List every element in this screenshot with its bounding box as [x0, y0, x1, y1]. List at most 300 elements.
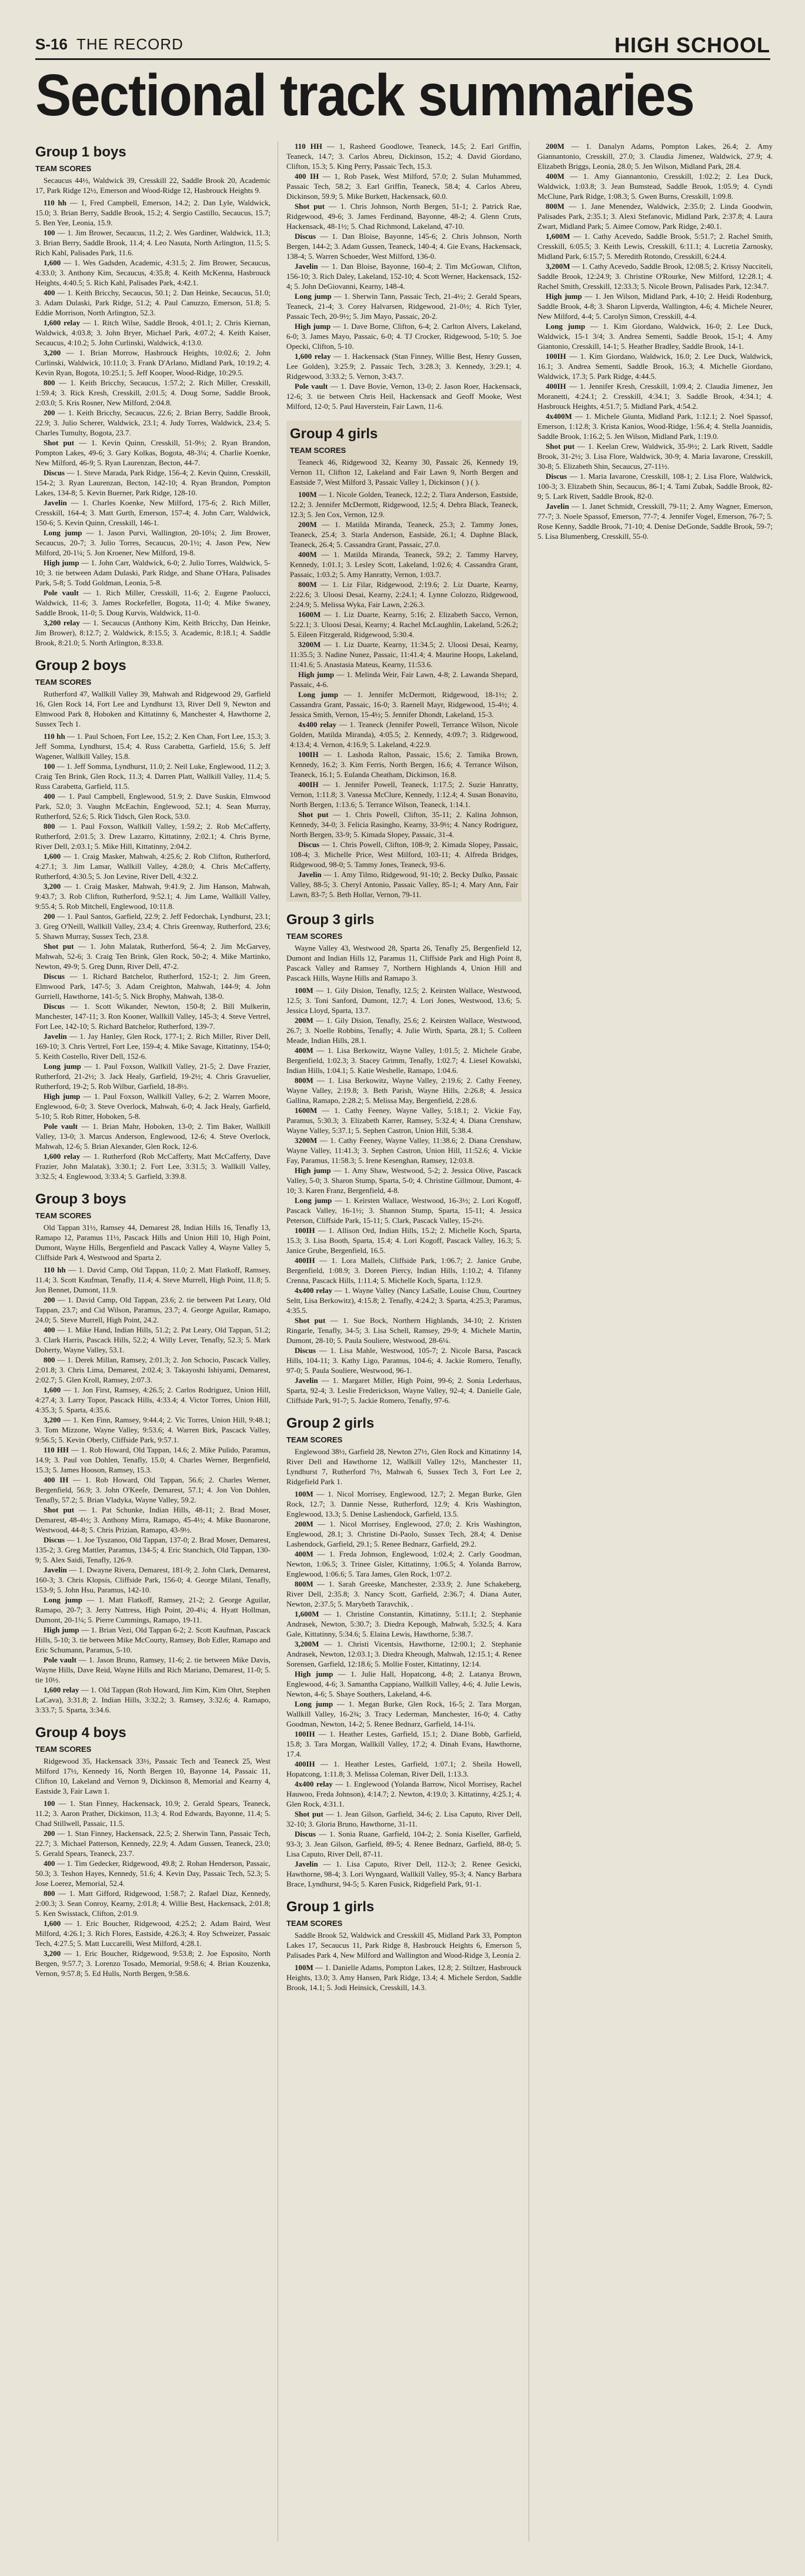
event-name: 1600M — [298, 610, 321, 619]
event-name: 400M — [295, 1046, 313, 1055]
team-scores-heading: TEAM SCORES — [286, 932, 343, 941]
event-placings: — 1. Jason Bruno, Ramsey, 11-6; 2. tie between Mike Davis, Wayne Hills, Dave Reid, Wayne Hills and Rich Mariano, Demarest, 11-0; 5. tie 10½. — [35, 1655, 270, 1684]
event-placings: — 1. Sonia Ruane, Garfield, 104-2; 2. Sonia Kiseller, Garfield, 93-3; 3. Jean Gilson, Garfield, 89-5; 4. Renee Bednarz, Garfield, 88-0; 5. Lisa Caputo, River Dell, 87-11. — [286, 1829, 522, 1858]
event-placings: — 1. Chris Powell, Clifton, 35-11; 2. Kalina Johnson, Kennedy, 34-0; 3. Felicia Rasingho, Kearny, 33-9½; 4. Nancy Rodriguez, North Bergen, 33-9; 5. Kimada Slopey, Passaic, 31-4. — [290, 810, 518, 839]
event-result — [286, 1519, 522, 1549]
event-result — [290, 669, 518, 689]
event-placings: — 1. Ritch Wilse, Saddle Brook, 4:01.1; 2. Chris Kiernan, Waldwick, 4:03.8; 3. John Bryer, Michael Park, 4:07.2; 4. Keith Kaiser, Secaucus, 4:10.2; 5. John Curlinski, Waldwick, 4:13.0. — [35, 318, 270, 347]
event-result — [290, 609, 518, 639]
team-scores-heading: TEAM SCORES — [290, 446, 346, 455]
event-result — [286, 201, 522, 231]
event-result — [286, 1759, 522, 1779]
event-result — [35, 1091, 270, 1121]
event-name: 400 — [44, 1325, 55, 1334]
results-group — [537, 141, 773, 541]
event-placings: — 1. Gily Dision, Tenafly, 12.5; 2. Keirsten Wallace, Westwood, 12.5; 3. Toni Sanford, Dumont, 12.7; 4. Lori Jones, Westwood, 13.6; 5. Jessica Lloyd, Sparta, 13.7. — [286, 986, 522, 1015]
results-group — [35, 1191, 270, 1715]
event-name: Shot put — [295, 202, 325, 211]
event-result — [286, 1075, 522, 1105]
event-placings: — 1. Megan Burke, Glen Rock, 16-5; 2. Tara Morgan, Wallkill Valley, 16-2¾; 3. Tracy Lederman, Manchester, 16-0; 4. Cathy Goodman, Newton, 14-2; 5. Renee Bednarz, Garfield, 14-1¼. — [286, 1699, 522, 1728]
event-placings: — 1. Jen Wilson, Midland Park, 4-10; 2. Heidi Rodenburg, Saddle Brook, 4-8; 3. Sharon Lipverda, Wallington, 4-6; 4. Michele Neurer, New Milford, 4-4; 5. Carolyn Simon, Cresskill, 4-4. — [537, 292, 773, 321]
event-placings: — 1. Steve Marada, Park Ridge, 156-4; 2. Kevin Quinn, Cresskill, 154-2; 3. Ryan Laurenzan, Becton, 142-10; 4. Ryan Brandon, Pompton Lakes, 134-8; 5. Kevin Buerner, Park Ridge, 128-10. — [35, 468, 270, 497]
event-result — [537, 321, 773, 351]
event-name: 100M — [295, 986, 313, 995]
event-result — [286, 1045, 522, 1075]
event-result — [35, 378, 270, 408]
event-name: High jump — [44, 1625, 79, 1634]
event-name: Shot put — [44, 942, 74, 951]
event-name: 1,600 — [44, 852, 61, 861]
event-result — [290, 549, 518, 579]
event-name: 400 IH — [44, 1475, 69, 1484]
event-placings: — 1. Matilda Miranda, Teaneck, 59.2; 2. Tammy Harvey, Kennedy, 1:01.1; 3. Lesley Scott, Lakeland, 1:02.6; 4. Cassandra Grant, Passaic, 1:03.2; 5. Amy Hanratty, Vernon, 1:03.7. — [290, 550, 518, 579]
section-title: HIGH SCHOOL — [614, 33, 770, 57]
team-scores: Wayne Valley 43, Westwood 28, Sparta 26, Tenafly 25, Bergenfield 12, Dumont and Indian Hills 12, Paramus 11, Cliffside Park and High Point 8, Pascack Valley and Ramsey 7, Northern Highlands 4, Union Hill and Pascack Hills, Wayne Hills and Ramapo 3. — [286, 944, 522, 982]
team-scores-heading: TEAM SCORES — [35, 1211, 92, 1220]
event-name: 400IH — [546, 382, 566, 391]
event-placings: — 1. Jennifer Powell, Teaneck, 1:17.5; 2. Suzie Hanratty, Vernon, 1:11.8; 3. Vanessa McClure, Kennedy, 1:12.4; 4. Susan Bonavito, North Bergen, 1:13.6; 5. Terrance Wilson, Teaneck, 1:14.1. — [290, 780, 518, 809]
event-result — [35, 1325, 270, 1355]
event-placings: — 1, Rasheed Goodlowe, Teaneck, 14.5; 2. Earl Griffin, Teaneck, 14.7; 3. Carlos Abreu, Dickinson, 15.2; 4. David Giordano, Clifton, 15.3; 5. King Perry, Passaic Tech, 15.3. — [286, 142, 522, 171]
event-result — [286, 1015, 522, 1045]
event-name: 100IH — [298, 750, 319, 759]
event-name: 1,600 relay — [44, 318, 81, 327]
event-placings: — 1. Liz Duarte, Kearny, 5:16; 2. Elizabeth Sacco, Vernon, 5:22.1; 3. Uloosi Desai, Kearny; 4. Rachel McLaughlin, Lakeland, 5:26.2; 5. Eileen Fitzgerald, Ridgewood, 5:30.4. — [290, 610, 518, 639]
event-result — [35, 1355, 270, 1385]
event-name: 200M — [298, 520, 317, 529]
event-result — [286, 1609, 522, 1639]
event-result — [537, 261, 773, 291]
event-result — [35, 1385, 270, 1415]
event-name: Javelin — [295, 1376, 318, 1385]
event-placings: — 1. Rich Miller, Cresskill, 11-6; 2. Eugene Paolucci, Waldwick, 11-6; 3. James Rockefeller, Bogota, 11-0; 4. Mike Swaney, Saddle Brook, 11-0; 5. Doug Kurvis, Waldwick, 11-0. — [35, 588, 270, 617]
event-result — [35, 1535, 270, 1565]
group-title: Group 2 boys — [35, 658, 126, 674]
event-result — [35, 528, 270, 558]
event-placings: — 1. David Camp, Old Tappan, 23.6; 2. tie between Pat Leary, Old Tappan, 23.7; and Cid Wilson, Paramus, 23.7; 4. George Aguilar, Ramapo, 24.0; 5. Steve Murrell, High Point, 24.2. — [35, 1295, 270, 1324]
event-name: 400IH — [295, 1256, 315, 1265]
event-placings: — 1. Freda Johnson, Englewood, 1:02.4; 2. Carly Goodman, Newton, 1:06.5; 3. Trinee Gisler, Kittatinny, 1:06.5; 4. Yolanda Barrow, Englewood, 1:06.6; 5. Tara James, Glen Rock, 1:07.2. — [286, 1549, 522, 1578]
event-placings: — 1. Charles Koenke, New Milford, 175-6; 2. Rich Miller, Cresskill, 164-4; 3. Matt Gurth, Emerson, 157-4; 4. John Carr, Waldwick, 150-6; 5. Kevin Quinn, Cresskill, 146-1. — [35, 498, 270, 527]
event-placings: — 1. Lisa Berkowitz, Wayne Valley, 2:19.6; 2. Cathy Feeney, Wayne Valley, 2:19.8; 3. Beth Parish, Wayne Hills, 2:26.8; 4. Jessica Gallina, Ramapo, 2:28.2; 5. Melissa May, Bergenfield, 2:28.6. — [286, 1076, 522, 1105]
event-result — [35, 558, 270, 588]
event-result — [537, 291, 773, 321]
event-name: 110 hh — [44, 732, 65, 741]
newspaper-name: THE RECORD — [76, 35, 183, 53]
event-result — [35, 941, 270, 971]
event-result — [286, 985, 522, 1015]
event-name: Pole vault — [44, 1122, 78, 1131]
event-result — [286, 141, 522, 171]
event-placings: — 1. Paul Foxson, Wallkill Valley, 6-2; 2. Warren Moore, Englewood, 6-0; 3. Steve Overlock, Mahwah, 6-0; 4. Jack Healy, Garfield, 5-10; 5. Rob Ritter, Hoboken, 5-8. — [35, 1092, 270, 1121]
event-result — [35, 1918, 270, 1948]
event-placings: — 1. Paul Foxson, Wallkill Valley, 1:59.2; 2. Rob McCafferty, Rutherford, 2:01.5; 3. Drew Lazarro, Kittatinny, 2:02.1; 4. Chris Byrne, River Dell, 2:03.1; 5. Mike Hill, Kittatinny, 2:04.2. — [35, 822, 270, 851]
event-placings: — 1. David Camp, Old Tappan, 11.0; 2. Matt Flatkoff, Ramsey, 11.4; 3. Scott Kaufman, Tenafly, 11.4; 4. Steve Murrell, High Point, 11.8; 5. Jon Bennet, Dumont, 11.9. — [35, 1265, 270, 1294]
event-name: Discus — [295, 1346, 316, 1355]
column-2 — [286, 141, 522, 2002]
event-result — [286, 321, 522, 351]
group-title: Group 2 girls — [286, 1415, 375, 1431]
event-name: Long jump — [298, 690, 339, 699]
event-name: 800M — [546, 202, 564, 211]
team-scores: Rutherford 47, Wallkill Valley 39, Mahwah and Ridgewood 29, Garfield 16, Glen Rock 14, Fort Lee and Lyndhurst 13, River Dell 9, Newton and Elmwood Park 8, Hoboken and Kittatinny 6, Manchester 4, Hawthorne 2, Sussex Tech 1. — [35, 689, 270, 728]
event-result — [286, 1105, 522, 1135]
event-result — [35, 618, 270, 648]
event-result — [290, 689, 518, 719]
event-placings: — 1. Chris Powell, Clifton, 108-9; 2. Kimada Slopey, Passaic, 108-4; 3. Michelle Price, West Milford, 103-11; 4. Alfreda Bridges, Ridgewood, 98-0; 5. Tammy Jones, Teaneck, 93-6. — [290, 840, 518, 869]
event-result — [35, 1505, 270, 1535]
event-placings: — 1. Cathy Feeney, Wayne Valley, 11:38.6; 2. Diana Crenshaw, Wayne Valley, 11:41.3; 3. Sephen Castron, Union Hill, 11:52.6; 4. Vickie Fay, Paramus, 11:58.3; 5. Irene Kesenghan, Ramsey, 12:03.8. — [286, 1136, 522, 1165]
event-placings: — 1. Liz Duarte, Kearny, 11:34.5; 2. Uloosi Desai, Kearny, 11:35.5; 3. Nadine Nunez, Passaic, 11:41.4; 4. Maurine Hoops, Lakeland, 11:41.6; 5. Anastasia Mateus, Kearny, 11:53.6. — [290, 640, 518, 669]
event-placings: — 1. Danalyn Adams, Pompton Lakes, 26.4; 2. Amy Giannantonio, Cresskill, 27.0; 3. Claudia Jimenez, Waldwick, 27.9; 4. Elizabeth Briggs, Leonia, 28.0; 5. Jen Wilson, Midland Park, 28.4. — [537, 142, 773, 171]
event-name: Discus — [44, 468, 65, 477]
event-name: 800 — [44, 378, 55, 387]
event-name: 4x400 relay — [295, 1286, 333, 1295]
event-result — [537, 441, 773, 471]
event-name: Discus — [295, 232, 316, 241]
event-placings: — 1. Heather Lestes, Garfield, 1:07.1; 2. Sheila Howell, Hopatcong, 1:11.8; 3. Melissa Coleman, River Dell, 1:13.3. — [286, 1759, 522, 1778]
event-result — [35, 318, 270, 348]
event-name: 100M — [295, 1963, 313, 1972]
event-placings: — 1. Tim Gedecker, Ridgewood, 49.8; 2. Rohan Henderson, Passaic, 50.3; 3. Teshon Hayes, Kennedy, 51.6; 4. Kevin Day, Passaic Tech, 52.3; 5. Jose Loerez, Memorial, 52.4. — [35, 1859, 270, 1888]
results-group — [286, 1415, 522, 1889]
event-name: Javelin — [295, 262, 318, 271]
event-placings: — 1. Cathy Acevedo, Saddle Brook, 5:51.7; 2. Rachel Smith, Cresskill, 6:05.5; 3. Keith Lewis, Cresskill, 6:11.1; 4. Lucretia Zarnosky, Midland Park, 6:15.7; 5. Meredith Rotondo, Cresskill, 6:24.4. — [537, 232, 773, 261]
event-placings: — 1. Chris Johnson, North Bergen, 51-1; 2. Patrick Rae, Ridgewood, 49-6; 3. James Ferdinand, Bayonne, 48-2; 4. Glenn Cruts, Hackensack, 48-1½; 5. Chad Richmond, Lakeland, 47-10. — [286, 202, 522, 231]
event-result — [286, 1729, 522, 1759]
event-name: 3200M — [298, 640, 321, 649]
event-result — [35, 1798, 270, 1828]
event-placings: — 1. John Malatak, Rutherford, 56-4; 2. Jim McGarvey, Mahwah, 52-6; 3. Craig Ten Brink, Glen Rock, 50-2; 4. Mike Martinko, Newton, 49-9; 5. Greg Dunn, River Dell, 47-2. — [35, 942, 270, 971]
event-result — [35, 468, 270, 498]
event-result — [286, 1225, 522, 1255]
event-name: 200M — [295, 1519, 313, 1528]
event-result — [35, 588, 270, 618]
event-placings: — 1. Jennifer Kresh, Cresskill, 1:09.4; 2. Claudia Jimenez, Jen Moranetti, 4:24.1; 2. Cresskill, 4:34.1; 3. Saddle Brook, 4:34.1; 4. Hasbrouck Heights, 4:51.7; 5. Midland Park, 4:54.2. — [537, 382, 773, 411]
event-name: 1,600 — [44, 1919, 61, 1928]
event-name: 1,600 relay — [44, 1685, 79, 1694]
event-name: 400 — [44, 792, 55, 801]
event-name: 100IH — [546, 352, 566, 361]
event-result — [537, 231, 773, 261]
event-name: Pole vault — [44, 588, 79, 597]
event-placings: — 1. Paul Santos, Garfield, 22.9; 2. Jeff Fedorchak, Lyndhurst, 23.1; 3. Greg O'Neill, Wallkill Valley, 23.4; 4. Chris Greenway, Rutherford, 23.6; 5. Shawn Murray, Sussex Tech, 23.8. — [35, 912, 270, 941]
event-placings: — 1. Keith Bricchy, Secaucus, 1:57.2; 2. Rich Miller, Cresskill, 1:59.4; 3. Rick Kresh, Cresskill, 2:01.5; 4. Doug Sorne, Saddle Brook, 2:03.0; 5. Kris Rosner, New Milford, 2:04.8. — [35, 378, 270, 407]
event-result — [35, 851, 270, 881]
event-name: Shot put — [44, 438, 75, 447]
event-placings: — 1. Kevin Quinn, Cresskill, 51-9½; 2. Ryan Brandon, Pompton Lakes, 49-6; 3. Gary Kolkas, Bogota, 48-3¼; 4. Charlie Koenke, New Milford, 46-9; 5. Ryan Laurenzan, Becton, 44-7. — [35, 438, 271, 467]
event-result — [35, 1001, 270, 1031]
event-result — [35, 1415, 270, 1445]
event-result — [286, 1669, 522, 1699]
event-placings: — 1, Fred Campbell, Emerson, 14.2; 2. Dan Lyle, Waldwick, 15.0; 3. Brian Berry, Saddle Brook, 15.2; 4. Sergio Castillo, Secaucus, 15.7; 5. Ben Yee, Leonia, 15.9. — [35, 198, 271, 227]
event-placings: — 1. Wayne Valley (Nancy LaSalle, Louise Chuu, Courtney Seltt, Lisa Berkowitz), 4:15.8; 2. Tenafly, 4:24.2; 3. Sparta, 4:25.3; Paramus, 4:35.5. — [286, 1286, 522, 1315]
results-group — [35, 657, 270, 1181]
event-name: 3,200M — [295, 1639, 319, 1648]
event-placings: — 1. Sherwin Tann, Passaic Tech, 21-4½; 2. Gerald Spears, Teaneck, 21-4; 3. Corey Halvarsen, Ridgewood, 21-0½; 4. Rich Tyler, Passaic Tech, 20-9½; 5. Jim Mayo, Passaic, 20-2. — [286, 292, 522, 321]
event-name: Discus — [44, 1002, 65, 1011]
event-name: Discus — [298, 840, 320, 849]
event-placings: — 1. Paul Foxson, Wallkill Valley, 21-5; 2. Dave Frazier, Rutherford, 21-2½; 3. Jack Healy, Garfield, 19-2½; 4. Chris Gravuelier, Rutherford, 19-2; 5. Rob Wilbur, Garfield, 18-8½. — [35, 1062, 270, 1091]
event-result — [286, 261, 522, 291]
event-name: High jump — [295, 1166, 331, 1175]
event-result — [286, 1779, 522, 1809]
event-placings: — 1. Nicol Morrisey, Englewood, 27.0; 2. Kris Washington, Englewood, 28.1; 3. Christine Di-Paolo, Sussex Tech, 28.4; 4. Denise Lashendock, Garfield, 29.1; 5. Renee Bednarz, Garfield, 29.2. — [286, 1519, 522, 1548]
event-placings: — 1. Dan Bloise, Bayonne, 160-4; 2. Tim McGowan, Clifton, 156-10; 3. Rich Daley, Lakeland, 152-10; 4. Scott Werner, Hackensack, 152-4; 5. John DeGiovanni, Kearny, 148-4. — [286, 262, 522, 291]
event-name: 800M — [295, 1579, 313, 1588]
page-number: S-16 — [35, 35, 68, 53]
event-placings: — 1. Jane Menendez, Waldwick, 2:35.0; 2. Linda Goodwin, Palisades Park, 2:35.1; 3. Alexi Stefanovic, Midland Park, 2:37.8; 4. Laura Zwart, Midland Park; 5. Aimee Comow, Park Ridge, 2:40.1. — [537, 202, 773, 231]
event-result — [286, 1829, 522, 1859]
event-result — [35, 971, 270, 1001]
team-scores: Secaucus 44½, Waldwick 39, Cresskill 22, Saddle Brook 20, Academic 17, Park Ridge 12½, Emerson and Wood-Ridge 12, Hasbrouck Heights 9. — [35, 176, 270, 195]
event-placings: — 1. Dave Borne, Clifton, 6-4; 2. Carlton Alvers, Lakeland, 6-0; 3. James Mayo, Passaic, 6-0; 4. TJ Crocker, Ridgewood, 5-10; 5. Joe Opecki, Clifton, 5-10. — [286, 322, 522, 351]
event-name: 100 — [44, 1799, 55, 1808]
column-1 — [35, 141, 270, 1988]
headline: Sectional track summaries — [35, 62, 694, 128]
event-result — [290, 779, 518, 809]
event-result — [35, 1828, 270, 1858]
team-scores: Saddle Brook 52, Waldwick and Cresskill 45, Midland Park 33, Pompton Lakes 17, Secaucus 11, Park Ridge 8, Hasbrouck Heights 6, Emerson 5, Palisades Park 4, New Milford and Wallington and Wood-Ridge 3, Leonia 2. — [286, 1931, 522, 1960]
event-name: Javelin — [44, 1032, 67, 1041]
event-name: 800 — [44, 1889, 55, 1898]
event-result — [35, 288, 270, 318]
event-result — [537, 171, 773, 201]
team-scores: Teaneck 46, Ridgewood 32, Kearny 30, Passaic 26, Kennedy 19, Vernon 11, Clifton 12, Lakeland and Fair Lawn 9, North Bergen and Eastside 7, West Milford 3, Passaic Valley 1, Dickinson ( ) ( ). — [290, 458, 518, 486]
event-result — [286, 1135, 522, 1165]
event-result — [35, 1625, 270, 1655]
event-placings: — 1. Jay Hanley, Glen Rock, 177-1; 2. Rich Miller, River Dell, 169-10; 3. Chris Vertrel, Fort Lee, 159-4; 4. Mike Savage, Kittatinny, 154-0; 5. Keith Costello, River Dell, 152-6. — [35, 1032, 270, 1061]
event-result — [537, 501, 773, 541]
event-name: 100 — [44, 762, 55, 771]
event-name: 1,600 — [44, 1385, 61, 1394]
event-name: High jump — [298, 670, 335, 679]
event-result — [35, 1265, 270, 1295]
event-result — [35, 791, 270, 821]
event-name: 3,200 — [44, 1949, 61, 1958]
event-placings: — 1. Craig Masker, Mahwah, 4:25.6; 2. Rob Clifton, Rutherford, 4:27.1; 3. Jim Lamar, Wallkill Valley, 4:28.0; 4. Chris McCafferty, Rutherford, 4:30.5; 5. Jon Levine, River Dell, 4:32.2. — [35, 852, 270, 881]
team-scores: Old Tappan 31½, Ramsey 44, Demarest 28, Indian Hills 16, Tenafly 13, Ramapo 12, Paramus 11½, Pascack Hills and Union Hill 10, High Point, Dumont, Wayne Hills, Bergenfield and Pascack Valley 4, Wayne Valley 5, Cliffside Park 4, Westwood and Sparta 2. — [35, 1223, 270, 1262]
event-name: High jump — [546, 292, 582, 301]
event-result — [290, 809, 518, 839]
results-group — [35, 144, 270, 648]
event-result — [286, 1639, 522, 1669]
event-name: 800 — [44, 822, 55, 831]
event-placings: — 1. Lisa Berkowitz, Wayne Valley, 1:01.5; 2. Michele Grabe, Bergenfield, 1:02.3; 3. Stacey Grimm, Tenafly, 1:02.7; 4. Liesel Kowalski, Indian Hills, 1:04.1; 5. Katie Weshelle, Ramapo, 1:04.6. — [286, 1046, 522, 1075]
event-placings: — 1. Jim Brower, Secaucus, 11.2; 2. Wes Gardiner, Waldwick, 11.3; 3. Brian Berry, Saddle Brook, 11.4; 4. Leo Nasuta, North Arlington, 11.5; 5. Rich Kahl, Palisades Park, 11.6. — [35, 228, 270, 257]
event-placings: — 1. Pat Schunke, Indian Hills, 48-11; 2. Brad Moser, Demarest, 48-4½; 3. Anthony Mirra, Ramapo, 45-4½; 4. Mike Buonarone, Westwood, 44-8; 5. Chris Prizian, Ramapo, 43-9½. — [35, 1505, 271, 1534]
event-result — [35, 1655, 270, 1685]
team-scores: Englewood 38½, Garfield 28, Newton 27½, Glen Rock and Kittatinny 14, River Dell and Hawthorne 12, Wallkill Valley 12½, Manchester 11, Lyndhurst 7, Rutherford 7½, Mahwah 6, Sussex Tech 3, Fort Lee 2, Ridgefield Park 1. — [286, 1447, 522, 1486]
event-result — [35, 1888, 270, 1918]
event-name: 400IH — [298, 780, 319, 789]
event-placings: — 1. Melinda Weir, Fair Lawn, 4-8; 2. Lawanda Shepard, Passaic, 4-6. — [290, 670, 518, 689]
team-scores-heading: TEAM SCORES — [35, 164, 92, 173]
group-title: Group 1 boys — [35, 144, 126, 160]
event-name: 3,200 — [44, 348, 61, 357]
event-name: Discus — [546, 472, 567, 481]
event-result — [35, 1061, 270, 1091]
event-name: High jump — [295, 322, 331, 331]
event-result — [290, 869, 518, 899]
event-result — [35, 881, 270, 911]
event-placings: — 1. Lisa Mahle, Westwood, 105-7; 2. Nicole Barsa, Pascack Hills, 104-11; 3. Kathy Ligo, Paramus, 104-6; 4. Jackie Romero, Tenafly, 97-0; 5. Paula Souliere, Westwood, 96-1. — [286, 1346, 522, 1375]
event-name: 400M — [298, 550, 317, 559]
event-result — [290, 489, 518, 519]
event-name: 3,200M — [546, 262, 570, 271]
event-result — [286, 1285, 522, 1315]
event-result — [286, 1579, 522, 1609]
event-placings: — 1. Michele Giunta, Midland Park, 1:12.1; 2. Noel Spassof, Emerson, 1:12.8; 3. Krista Kanios, Wood-Ridge, 1:56.4; 4. Stella Joannidis, Saddle Brook, 1:16.2; 5. Jen Wilson, Midland Park, 1:19.0. — [537, 412, 773, 441]
event-placings: — 1. Allison Ord, Indian Hills, 15.2; 2. Michelle Koch, Sparta, 15.3; 3. Lisa Booth, Sparta, 15.4; 4. Lori Kogoff, Pascack Valley, 16.3; 5. Janice Grube, Bergenfield, 16.5. — [286, 1226, 522, 1255]
event-placings: — 1. Keirsten Wallace, Westwood, 16-3½; 2. Lori Kogoff, Pascack Valley, 16-1½; 3. Shannon Stump, Sparta, 15-11; 4. Jessica Peterson, Cliffside Park, 15-11; 5. Clark, Pascack Valley, 15-2½. — [286, 1196, 522, 1225]
event-placings: — 1. Richard Batchelor, Rutherford, 152-1; 2. Jim Green, Elmwood Park, 147-5; 3. Adam Creighton, Mahwah, 144-9; 4. John Gurriell, Hawthorne, 141-5; 5. Nick Brophy, Mahwah, 138-0. — [35, 972, 270, 1001]
event-name: 200M — [295, 1016, 313, 1025]
event-name: 110 HH — [295, 142, 322, 151]
event-name: 200 — [44, 1829, 55, 1838]
event-placings: — 1. Brian Vezi, Old Tappan 6-2; 2. Scott Kaufman, Pascack Hills, 5-10; 3. tie between Mike McCourty, Ramsey, Bob Edler, Ramapo and Eric Schumann, Paramus, 5-10. — [35, 1625, 270, 1654]
event-placings: — 1. Dwayne Rivera, Demarest, 181-9; 2. John Clark, Demarest, 160-3; 3. Chris Klopsis, Cliffside Park, 156-0; 4. George Milani, Tenafly, 153-9; 5. John Hsu, Paramus, 142-10. — [35, 1565, 270, 1594]
event-result — [537, 351, 773, 381]
event-name: Shot put — [546, 442, 575, 451]
event-name: Pole vault — [295, 382, 328, 391]
event-name: 3,200 — [44, 882, 61, 891]
event-placings: — 1. Rutherford (Rob McCafferty, Matt McCafferty, Dave Frazier, John Malatak), 3:30.1; 2. Fort Lee, 3:31.5; 3. Wallkill Valley, 3:32.5; 4. Englewood, 3:33.4; 5. Garfield, 3:39.8. — [35, 1152, 270, 1181]
event-result — [35, 911, 270, 941]
event-name: 4x400 relay — [295, 1779, 333, 1788]
event-name: Discus — [295, 1829, 316, 1838]
event-name: Javelin — [298, 870, 322, 879]
event-name: Long jump — [44, 1062, 81, 1071]
results-group — [286, 911, 522, 1405]
event-result — [35, 1445, 270, 1475]
event-name: High jump — [295, 1669, 333, 1678]
event-name: 800M — [298, 580, 317, 589]
event-result — [286, 1195, 522, 1225]
event-name: 3,200 — [44, 1415, 61, 1424]
event-placings: — 1. Dan Bloise, Bayonne, 145-6; 2. Chris Johnson, North Bergen, 144-2; 3. Adam Gussen, Teaneck, 140-4; 4. Gie Evans, Hackensack, 138-4; 5. Warren Schoeder, West Milford, 136-0. — [286, 232, 522, 261]
event-name: 1,600 — [44, 258, 61, 267]
event-placings: — 1. Christine Constantin, Kittatinny, 5:11.1; 2. Stephanie Andrasek, Newton, 5:30.7; 3. Diedra Kepough, Mahwah, 5:32.5; 4. Kara Gale, Kittatinny, 5:34.6; 5. Elaina Lewis, Hawthorne, 5:38.7. — [286, 1609, 522, 1638]
event-name: 1,600 relay — [44, 1152, 81, 1161]
event-name: Javelin — [295, 1859, 318, 1868]
event-result — [290, 839, 518, 869]
event-placings: — 1. Kim Giordano, Waldwick, 16.0; 2. Lee Duck, Waldwick, 16.1; 3. Andrea Sementi, Saddle Brook, 16.3; 4. Michelle Giordano, Waldwick, 17.3; 5. Park Ridge, 4:44.5. — [537, 352, 773, 381]
event-result — [286, 381, 522, 411]
event-placings: — 1. Old Tappan (Rob Howard, Jim Kim, Kim Ohrt, Stephen LaCava), 3:31.8; 2. Indian Hills, 3:32.2; 3. Ramsey, 3:32.6; 4. Ramapo, 3:33.7; 5. Sparta, 3:34.6. — [35, 1685, 271, 1714]
event-placings: — 1. Jeff Somma, Lyndhurst, 11.0; 2. Neil Luke, Englewood, 11.2; 3. Craig Ten Brink, Glen Rock, 11.3; 4. Darren Platt, Wallkill Valley, 11.4; 5. Russ Carabetta, Garfield, 11.5. — [35, 762, 270, 791]
group-title: Group 3 boys — [35, 1191, 126, 1207]
event-placings: — 1. Liz Filar, Ridgewood, 2:19.6; 2. Liz Duarte, Kearny, 2:22.6; 3. Uloosi Desai, Kearny, 2:24.1; 4. Lynne Colozzo, Ridgewood, 2:24.9; 5. Melissa Wyka, Fair Lawn, 2:26.3. — [290, 580, 518, 609]
column-3 — [537, 141, 773, 551]
event-result — [286, 231, 522, 261]
event-name: 100M — [298, 490, 317, 499]
event-name: 400M — [295, 1549, 313, 1558]
event-name: 100IH — [295, 1226, 315, 1235]
event-placings: — 1. Christi Vicentsis, Hawthorne, 12:00.1; 2. Stephanie Andrasek, Newton, 12:03.1; 3. Diedra Kheough, Mahwah, 12:15.1; 4. Renee Sorensen, Garfield, 12:18.6; 5. Mollie Foster, Kittatinny, 12:14. — [286, 1639, 522, 1668]
event-result — [35, 1858, 270, 1888]
event-name: Long jump — [44, 528, 82, 537]
event-name: Javelin — [546, 502, 569, 511]
event-result — [286, 1809, 522, 1829]
event-name: 3,200 relay — [44, 618, 80, 627]
event-placings: — 1. Keelan Crew, Waldwick, 35-9½; 2. Lark Rivett, Saddle Brook, 31-2½; 3. Lisa Flore, Waldwick, 30-9; 4. Maria Iavarone, Cresskill, 30-8; 5. Elizabeth Shin, Secaucus, 27-11½. — [537, 442, 773, 471]
event-result — [286, 351, 522, 381]
event-placings: — 1. Kim Giordano, Waldwick, 16-0; 2. Lee Duck, Waldwick, 15-1 3/4; 3. Andrea Sementi, Saddle Brook, 15-1; 4. Amy Giantonio, Cresskill, 14-1; 5. Heather Bradley, Saddle Brook, 14-1. — [537, 322, 773, 351]
event-placings: — 1. Amy Tilmo, Ridgewood, 91-10; 2. Becky Dulko, Passaic Valley, 88-5; 3. Cheryl Antonio, Passaic Valley, 85-1; 4. Mary Ann, Fair Lawn, 83-7; 5. Beth Hollar, Vernon, 79-11. — [290, 870, 518, 899]
event-name: 1,600 relay — [295, 352, 331, 361]
team-scores: Ridgewood 35, Hackensack 33½, Passaic Tech and Teaneck 25, West Milford 17½, Kennedy 16, North Bergen 10, Bayonne 14, Passaic 11, Clifton 10, Lakeland and Vernon 9, Dickinson 8, Memorial and Kearny 4, Eastside 3, Fair Lawn 1. — [35, 1757, 270, 1795]
event-result — [537, 411, 773, 441]
event-placings: — 1. Janet Schmidt, Cresskill, 79-11; 2. Amy Wagner, Emerson, 77-7; 3. Noele Spassof, Emerson, 77-7; 4. Jennifer Vogel, Emerson, 76-7; 5. Rose Kenny, Saddle Brook, 71-10; 4. Denise DeGonde, Saddle Brook, 59-7; 5. Lisa Blumenberg, Cresskill, 55-0. — [537, 502, 773, 541]
event-placings: — 1. Jon First, Ramsey, 4:26.5; 2. Carlos Rodriguez, Union Hill, 4:27.4; 3. Larry Topor, Pascack Hills, 4:33.4; 4. Victor Torres, Union Hill, 4:35.3; 5. Sparta, 4:35.6. — [35, 1385, 270, 1414]
event-name: 4x400M — [546, 412, 572, 421]
group-title: Group 3 girls — [286, 912, 375, 928]
event-result — [35, 198, 270, 228]
event-result — [290, 579, 518, 609]
event-placings: — 1. Dave Bovie, Vernon, 13-0; 2. Jason Roer, Hackensack, 12-6; 3. tie between Chris Heil, Hackensack and Geoff Mooke, West Milford, 12-0; 5. Paul Haverstein, Fair Lawn, 11-6. — [286, 382, 522, 411]
event-result — [286, 1255, 522, 1285]
event-name: Shot put — [295, 1809, 323, 1818]
event-placings: — 1. Eric Boucher, Ridgewood, 4:25.2; 2. Adam Baird, West Milford, 4:26.1; 3. Rich Flores, Eastside, 4:26.3; 4. Roy Schweizer, Passaic Tech, 4:27.5; 5. Matt Luccarelli, West Milford, 4:28.1. — [35, 1919, 270, 1948]
event-result — [35, 1031, 270, 1061]
event-result — [35, 498, 270, 528]
event-result — [35, 1948, 270, 1978]
event-result — [286, 291, 522, 321]
event-result — [35, 1475, 270, 1505]
results-group — [286, 421, 522, 902]
event-name: 400 IH — [295, 172, 319, 181]
event-name: Discus — [44, 972, 65, 981]
event-placings: — 1. Brian Morrow, Hasbrouck Heights, 10:02.6; 2. John Curlinski, Waldwick, 10:11.0; 3. Frank D'Arlano, Midland Park, 10:19.2; 4. Kevin Ryan, Bogota, 10:25.1; 5. Jeff Kooper, Wood-Ridge, 10:29.5. — [35, 348, 270, 377]
event-name: 1,600M — [295, 1609, 319, 1618]
page-header — [35, 32, 770, 60]
event-result — [537, 471, 773, 501]
event-result — [35, 731, 270, 761]
group-title: Group 4 girls — [290, 426, 378, 442]
event-result — [537, 201, 773, 231]
event-result — [35, 1295, 270, 1325]
event-placings: — 1. Englewood (Yolanda Barrow, Nicol Morrisey, Rachel Hauwoo, Freda Johnson), 4:14.7; 2. Newton, 4:19.0; 3. Kittatinny, 4:25.1; 4. Glen Rock, 4:31.1. — [286, 1779, 522, 1808]
event-result — [286, 171, 522, 201]
event-name: High jump — [44, 1092, 81, 1101]
event-placings: — 1. Lora Mallels, Cliffside Park, 1:06.7; 2. Janice Grube, Bergenfield, 1:08.9; 3. Doreen Piercy, Indian Hills, 1:10.2; 4. Tifanny Crenna, Pascack Hills, 1:11.4; 5. Michelle Koch, Sparta, 1:12.9. — [286, 1256, 522, 1285]
event-placings: — 1, Rob Pasek, West Milford, 57.0; 2. Sulan Muhammed, Passaic Tech, 58.2; 3. Earl Griffin, Teaneck, 58.4; 4. Carlos Abreu, Dickinson, 59.9; 5. Mike Burkett, Hackensack, 60.0. — [286, 172, 522, 201]
event-placings: — 1. Teaneck (Jennifer Powell, Terrance Wilson, Nicole Golden, Matilda Miranda), 4:05.5; 2. Kennedy, 4:09.7; 3. Ridgewood, 4:13.4; 4. Vernon, 4:16.9; 5. Lakeland, 4:22.9. — [290, 720, 518, 749]
event-placings: — 1. Scott Wikander, Newton, 150-8; 2. Bill Mulkerin, Manchester, 147-11; 3. Ron Kooner, Wallkill Valley, 145-3; 4. Steve Vertrel, Fort Lee, 142-10; 5. Richard Batchelor, Rutherford, 139-7. — [35, 1002, 270, 1031]
event-placings: — 1. Paul Schoen, Fort Lee, 15.2; 2. Ken Chan, Fort Lee, 15.3; 3. Jeff Somma, Lyndhurst, 15.4; 4. Russ Carabetta, Garfield, 15.6; 5. Jeff Wagener, Wallkill Valley, 15.8. — [35, 732, 270, 761]
event-result — [35, 1595, 270, 1625]
event-placings: — 1. Sarah Greeske, Manchester, 2:33.9; 2. June Schakeberg, River Dell, 2:35.8; 3. Nancy Scott, Garfield, 2:36.7; 4. Diana Auter, Newton, 2:37.5; 5. Marybeth Taravchik, . — [286, 1579, 522, 1608]
event-result — [537, 381, 773, 411]
event-name: 110 hh — [44, 198, 67, 207]
event-placings: — 1. Eric Boucher, Ridgewood, 9:53.8; 2. Joe Esposito, North Bergen, 9:57.7; 3. Lorenzo Tosado, Memorial, 9:58.6; 4. Brian Kouzenka, Vernon, 9:57.8; 5. Ed Hulls, North Bergen, 9:58.6. — [35, 1949, 270, 1978]
event-name: 400IH — [295, 1759, 315, 1768]
event-result — [286, 1962, 522, 1992]
event-placings: — 1. Lisa Caputo, River Dell, 112-3; 2. Renee Gesicki, Hawthorne, 98-4; 3. Lori Wyngaard, Wallkill Valley, 95-3; 4. Nancy Barbara Brace, Lyndhurst, 94-5; 5. Karen Fusick, Ridgefield Park, 91-1. — [286, 1859, 522, 1888]
event-name: Shot put — [295, 1316, 326, 1325]
event-placings: — 1. Keith Bricchy, Secaucus, 22.6; 2. Brian Berry, Saddle Brook, 22.9; 3. Julio Scherer, Waldwick, 23.1; 4. Judy Torres, Waldwick, 23.4; 5. Charles Tumulty, Bogota, 23.7. — [35, 408, 270, 437]
event-result — [286, 1489, 522, 1519]
event-placings: — 1. Secaucus (Anthony Kim, Keith Bricchy, Dan Heinke, Jim Brower), 8:12.7; 2. Waldwick, 8:15.5; 3. Academic, 8:18.1; 4. Saddle Brook, 8:21.0; 5. North Arlington, 8:33.8. — [35, 618, 271, 647]
event-name: 400 — [44, 1859, 55, 1868]
event-placings: — 1. Julie Hall, Hopatcong, 4-8; 2. Latanya Brown, Englewood, 4-6; 3. Samantha Cappiano, Wallkill Valley, 4-6; 4. Julie Lewis, Newton, 4-6; 5. Shaye Southers, Lakeland, 4-6. — [286, 1669, 522, 1698]
event-placings: — 1. Craig Masker, Mahwah, 9:41.9; 2. Jim Hanson, Mahwah, 9:43.7; 3. Rob Clifton, Rutherford, 9:52.1; 4. Jim Lame, Wallkill Valley, 9:55.4; 5. Rob Mitchell, Englewood, 10:11.8. — [35, 882, 270, 911]
event-result — [35, 1151, 270, 1181]
group-title: Group 4 boys — [35, 1725, 126, 1741]
event-placings: — 1. Jason Purvi, Wallington, 20-10¼; 2. Jim Brower, Secaucus, 20-7; 3. Julio Torres, Secaucus, 20-1½; 4. Jason Pew, New Milford, 20-1¼; 5. Jon Kroener, New Milford, 19-8. — [35, 528, 270, 557]
event-result — [35, 228, 270, 258]
